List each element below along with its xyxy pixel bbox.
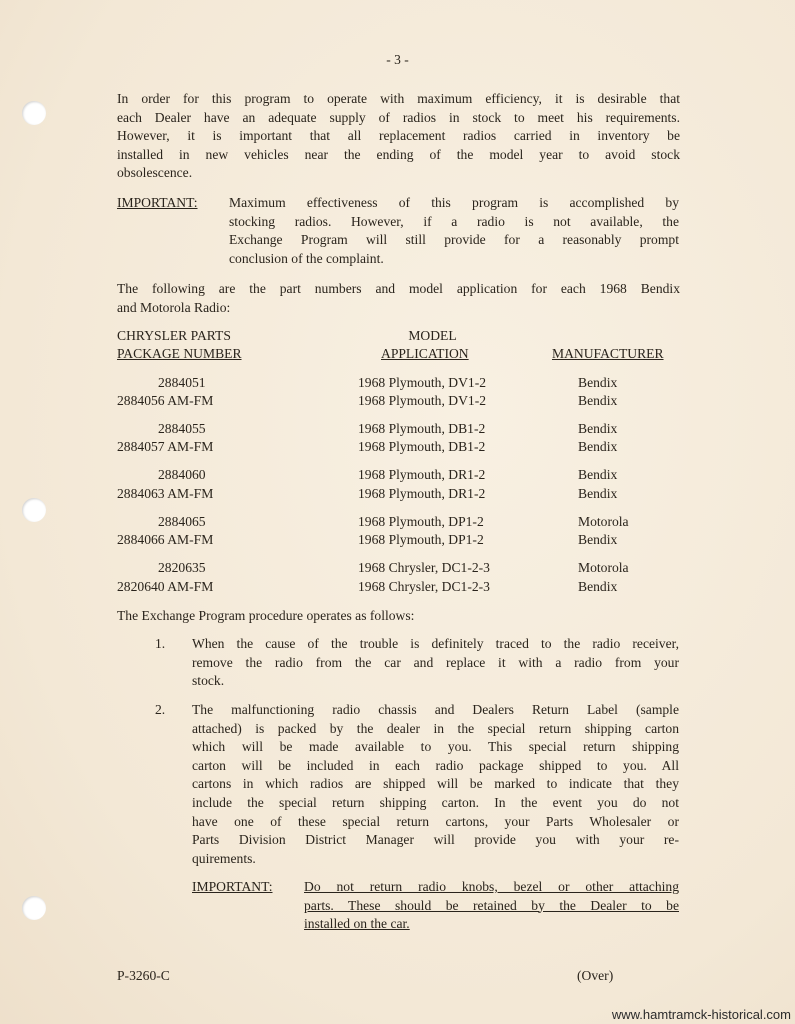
- text-line: conclusion of the complaint.: [229, 250, 384, 266]
- header-model-line1: MODEL: [408, 328, 457, 343]
- part-number: 2820640 AM-FM: [117, 579, 214, 594]
- manufacturer: Bendix: [578, 439, 618, 454]
- text-line: installed in new vehicles near the ending of the model year to avoid stock: [117, 146, 680, 162]
- text-line: which will be made available to you. This special return shipping: [192, 739, 679, 755]
- text-line: stocking radios. However, if a radio is not available, the: [229, 213, 679, 229]
- step-number: 2.: [155, 702, 166, 717]
- text-line: parts. These should be retained by the Dealer to be: [304, 897, 679, 913]
- following-paragraph: [117, 280, 680, 317]
- step-1-text: [192, 635, 679, 691]
- text-line: have one of these special return cartons, your Parts Wholesaler or: [192, 813, 679, 829]
- model-application: 1968 Chrysler, DC1-2-3: [358, 579, 490, 594]
- text-line: remove the radio from the car and replace it with a radio from your: [192, 654, 679, 670]
- text-line: The malfunctioning radio chassis and Dealers Return Label (sample: [192, 702, 679, 717]
- binder-hole: [22, 498, 46, 522]
- text-line: obsolescence.: [117, 165, 193, 181]
- page-number: - 3 -: [386, 52, 409, 67]
- document-code: P-3260-C: [117, 968, 170, 983]
- text-line: quirements.: [192, 850, 256, 866]
- binder-hole: [22, 101, 46, 125]
- model-application: 1968 Plymouth, DR1-2: [358, 486, 486, 501]
- text-line: In order for this program to operate with maximum efficiency, it is desirable that: [117, 91, 680, 106]
- text-line: include the special return shipping carton. In the event you do not: [192, 794, 679, 810]
- important-label: IMPORTANT:: [192, 879, 273, 894]
- manufacturer: Bendix: [578, 393, 618, 408]
- text-line: Maximum effectiveness of this program is accomplished by: [229, 195, 679, 210]
- model-application: 1968 Plymouth, DB1-2: [358, 421, 486, 436]
- manufacturer: Motorola: [578, 514, 629, 529]
- part-number: 2884056 AM-FM: [117, 393, 214, 408]
- part-number: 2884057 AM-FM: [117, 439, 214, 454]
- text-line: Exchange Program will still provide for a reasonably prompt: [229, 232, 679, 248]
- procedure-intro: The Exchange Program procedure operates as follows:: [117, 608, 415, 623]
- text-line: cartons in which radios are shipped will be marked to indicate that they: [192, 776, 679, 792]
- part-number: 2884066 AM-FM: [117, 532, 214, 547]
- model-application: 1968 Plymouth, DP1-2: [358, 514, 484, 529]
- text-line: Parts Division District Manager will provide you with your re-: [192, 832, 679, 848]
- manufacturer: Bendix: [578, 375, 618, 390]
- step-2-text: [192, 701, 679, 868]
- text-line: each Dealer have an adequate supply of radios in stock to meet his requirements.: [117, 109, 680, 125]
- manufacturer: Bendix: [578, 486, 618, 501]
- header-manufacturer: MANUFACTURER: [552, 346, 664, 361]
- part-number: 2884051: [158, 375, 206, 390]
- manufacturer: Motorola: [578, 560, 629, 575]
- model-application: 1968 Plymouth, DP1-2: [358, 532, 484, 547]
- text-line: carton will be included in each radio package shipped to you. All: [192, 757, 679, 773]
- binder-hole: [22, 896, 46, 920]
- manufacturer: Bendix: [578, 579, 618, 594]
- manufacturer: Bendix: [578, 421, 618, 436]
- part-number: 2884055: [158, 421, 206, 436]
- model-application: 1968 Plymouth, DB1-2: [358, 439, 486, 454]
- model-application: 1968 Plymouth, DV1-2: [358, 375, 487, 390]
- model-application: 1968 Plymouth, DR1-2: [358, 467, 486, 482]
- intro-paragraph: [117, 90, 680, 183]
- text-line: installed on the car.: [304, 916, 410, 932]
- header-parts-line1: CHRYSLER PARTS: [117, 328, 231, 343]
- text-line: However, it is important that all replacement radios carried in inventory be: [117, 128, 680, 144]
- manufacturer: Bendix: [578, 532, 618, 547]
- model-application: 1968 Plymouth, DV1-2: [358, 393, 487, 408]
- manufacturer: Bendix: [578, 467, 618, 482]
- step-number: 1.: [155, 636, 166, 651]
- part-number: 2884065: [158, 514, 206, 529]
- part-number: 2820635: [158, 560, 206, 575]
- text-line: attached) is packed by the dealer in the special return shipping carton: [192, 720, 679, 736]
- important-note: [229, 194, 679, 268]
- model-application: 1968 Chrysler, DC1-2-3: [358, 560, 490, 575]
- over-note: (Over): [577, 968, 614, 983]
- text-line: The following are the part numbers and model application for each 1968 Bendix: [117, 281, 680, 296]
- watermark: www.hamtramck-historical.com: [611, 1007, 791, 1022]
- text-line: stock.: [192, 673, 225, 689]
- header-parts-line2: PACKAGE NUMBER: [117, 346, 242, 361]
- important-note: [304, 878, 679, 934]
- part-number: 2884063 AM-FM: [117, 486, 214, 501]
- text-line: and Motorola Radio:: [117, 299, 231, 315]
- text-line: When the cause of the trouble is definitely traced to the radio receiver,: [192, 636, 679, 651]
- part-number: 2884060: [158, 467, 206, 482]
- text-line: Do not return radio knobs, bezel or other attaching: [304, 879, 679, 894]
- header-model-line2: APPLICATION: [381, 346, 469, 361]
- important-label: IMPORTANT:: [117, 195, 198, 210]
